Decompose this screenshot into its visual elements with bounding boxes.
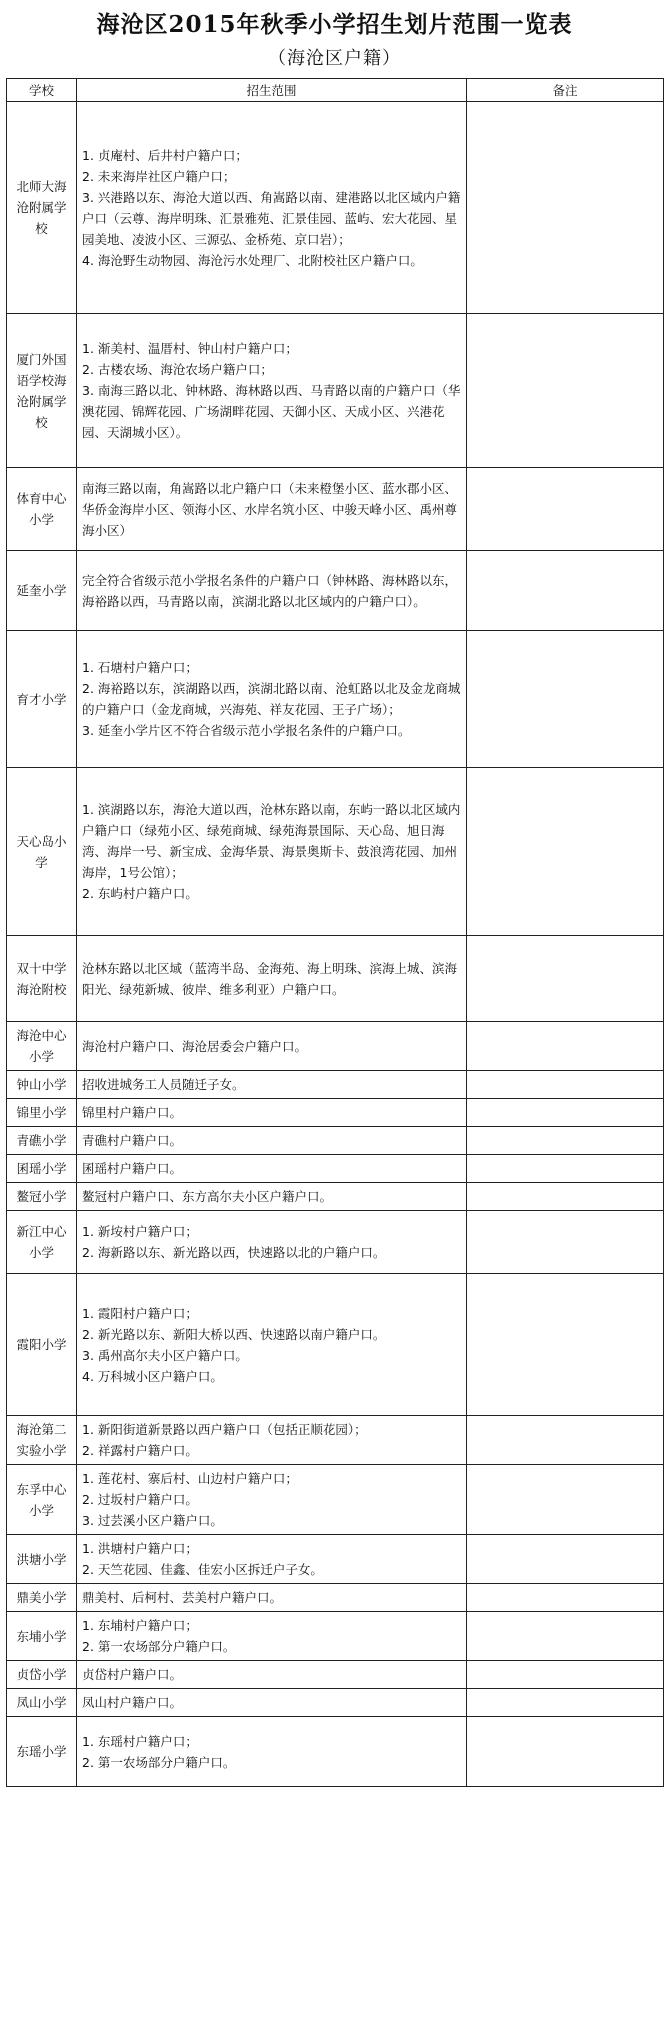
school-name-cell: 洪塘小学 — [7, 1535, 77, 1584]
enrollment-scope-cell — [77, 1689, 467, 1717]
enrollment-scope-cell — [77, 1211, 467, 1274]
school-name-cell: 海沧中心小学 — [7, 1022, 77, 1071]
table-row — [7, 1211, 664, 1274]
enrollment-scope-cell — [77, 1416, 467, 1465]
scope-line: 鳌冠村户籍户口、东方高尔夫小区户籍户口。 — [82, 1189, 333, 1204]
table-row — [7, 1612, 664, 1661]
enrollment-table — [6, 78, 664, 1787]
note-cell — [467, 936, 664, 1022]
enrollment-scope-cell — [77, 102, 467, 314]
scope-line: 1. 东瑶村户籍户口； — [82, 1733, 198, 1749]
table-row — [7, 631, 664, 768]
scope-line: 3. 过芸溪小区户籍户口。 — [82, 1513, 223, 1528]
table-row — [7, 1661, 664, 1689]
school-name-cell: 北师大海沧附属学校 — [7, 102, 77, 314]
scope-line: 2. 东屿村户籍户口。 — [82, 886, 198, 901]
scope-line: 1. 霞阳村户籍户口； — [82, 1305, 198, 1321]
scope-line: 贞岱村户籍户口。 — [82, 1667, 183, 1682]
school-name-cell: 海沧第二实验小学 — [7, 1416, 77, 1465]
school-name-cell: 贞岱小学 — [7, 1661, 77, 1689]
table-row — [7, 102, 664, 314]
table-row — [7, 1689, 664, 1717]
note-cell — [467, 1183, 664, 1211]
scope-line: 3. 南海三路以北、钟林路、海林路以西、马青路以南的户籍户口（华澳花园、锦辉花园、广场湖畔花园、天御小区、天成小区、兴港花园、天湖城小区）。 — [82, 383, 461, 440]
table-row — [7, 1535, 664, 1584]
table-row — [7, 314, 664, 468]
table-row — [7, 1584, 664, 1612]
note-cell — [467, 768, 664, 936]
scope-line: 3. 禹州高尔夫小区户籍户口。 — [82, 1347, 248, 1363]
scope-line: 沧林东路以北区域（蓝湾半岛、金海苑、海上明珠、滨海上城、滨海阳光、绿苑新城、彼岸、维多利亚）户籍户口。 — [82, 960, 458, 997]
note-cell — [467, 1155, 664, 1183]
school-name-cell: 新江中心小学 — [7, 1211, 77, 1274]
scope-line: 锦里村户籍户口。 — [82, 1105, 183, 1120]
scope-line: 3. 兴港路以东、海沧大道以西、角嵩路以南、建港路以北区域内户籍户口（云尊、海岸明珠、汇景雅苑、汇景佳园、蓝屿、宏大花园、星园美地、凌波小区、三源弘、金桥苑、京口岩）； — [82, 189, 461, 247]
scope-line: 1. 新阳街道新景路以西户籍户口（包括正顺花园）； — [82, 1422, 367, 1437]
table-row — [7, 936, 664, 1022]
scope-line: 南海三路以南，角嵩路以北户籍户口（未来橙堡小区、蓝水郡小区、华侨金海岸小区、领海小区、水岸名筑小区、中骏天峰小区、禹州尊海小区） — [82, 480, 458, 538]
table-row — [7, 468, 664, 551]
note-cell — [467, 1612, 664, 1661]
note-cell — [467, 1022, 664, 1071]
enrollment-scope-cell — [77, 551, 467, 631]
note-cell — [467, 551, 664, 631]
scope-line: 2. 新光路以东、新阳大桥以西、快速路以南户籍户口。 — [82, 1326, 386, 1342]
enrollment-scope-cell — [77, 631, 467, 768]
scope-line: 海沧村户籍户口、海沧居委会户籍户口。 — [82, 1038, 308, 1054]
enrollment-scope-cell — [77, 1099, 467, 1127]
enrollment-scope-cell — [77, 1584, 467, 1612]
enrollment-scope-cell — [77, 1127, 467, 1155]
school-name-cell: 鳌冠小学 — [7, 1183, 77, 1211]
school-name-cell: 天心岛小学 — [7, 768, 77, 936]
note-cell — [467, 1535, 664, 1584]
note-cell — [467, 1661, 664, 1689]
enrollment-scope-cell — [77, 1717, 467, 1787]
enrollment-scope-cell — [77, 1022, 467, 1071]
school-name-cell: 囷瑶小学 — [7, 1155, 77, 1183]
note-cell — [467, 1689, 664, 1717]
table-row — [7, 1416, 664, 1465]
scope-line: 凤山村户籍户口。 — [82, 1695, 183, 1710]
table-row — [7, 1465, 664, 1535]
note-cell — [467, 1211, 664, 1274]
scope-line: 4. 万科城小区户籍户口。 — [82, 1368, 223, 1384]
enrollment-scope-cell — [77, 468, 467, 551]
note-cell — [467, 1071, 664, 1099]
page-subtitle: （海沧区户籍） — [268, 48, 401, 69]
enrollment-scope-cell — [77, 1465, 467, 1535]
table-header-row — [7, 79, 664, 102]
scope-line: 4. 海沧野生动物园、海沧污水处理厂、北附校社区户籍户口。 — [82, 252, 423, 268]
scope-line: 完全符合省级示范小学报名条件的户籍户口（钟林路、海林路以东，海裕路以西，马青路以南，滨湖北路以北区域内的户籍户口）。 — [82, 572, 458, 609]
scope-line: 2. 未来海岸社区户籍户口； — [82, 168, 236, 184]
table-body — [7, 102, 664, 1787]
scope-line: 囷瑶村户籍户口。 — [82, 1161, 183, 1176]
table-row — [7, 1274, 664, 1416]
scope-line: 2. 过坂村户籍户口。 — [82, 1492, 198, 1507]
school-name-cell: 霞阳小学 — [7, 1274, 77, 1416]
school-name-cell: 东瑶小学 — [7, 1717, 77, 1787]
school-name-cell: 体育中心小学 — [7, 468, 77, 551]
scope-line: 1. 贞庵村、后井村户籍户口； — [82, 147, 248, 163]
column-header-scope: 招生范围 — [77, 79, 467, 102]
school-name-cell: 厦门外国语学校海沧附属学校 — [7, 314, 77, 468]
enrollment-scope-cell — [77, 1535, 467, 1584]
school-name-cell: 鼎美小学 — [7, 1584, 77, 1612]
school-name-cell: 双十中学海沧附校 — [7, 936, 77, 1022]
note-cell — [467, 631, 664, 768]
page-title: 海沧区2015年秋季小学招生划片范围一览表 — [96, 11, 573, 38]
note-cell — [467, 1127, 664, 1155]
note-cell — [467, 102, 664, 314]
scope-line: 2. 天竺花园、佳鑫、佳宏小区拆迁户子女。 — [82, 1562, 323, 1577]
table-row — [7, 1099, 664, 1127]
enrollment-scope-cell — [77, 314, 467, 468]
school-name-cell: 凤山小学 — [7, 1689, 77, 1717]
enrollment-scope-cell — [77, 1274, 467, 1416]
table-row — [7, 551, 664, 631]
table-row — [7, 1183, 664, 1211]
school-name-cell: 东孚中心小学 — [7, 1465, 77, 1535]
scope-line: 3. 延奎小学片区不符合省级示范小学报名条件的户籍户口。 — [82, 723, 411, 738]
table-row — [7, 1022, 664, 1071]
school-name-cell: 锦里小学 — [7, 1099, 77, 1127]
column-header-note: 备注 — [467, 79, 664, 102]
enrollment-scope-cell — [77, 1612, 467, 1661]
scope-line: 2. 海裕路以东，滨湖路以西，滨湖北路以南、沧虹路以北及金龙商城的户籍户口（金龙商城，兴海苑、祥友花园、王子广场）； — [82, 681, 461, 717]
enrollment-scope-cell — [77, 1155, 467, 1183]
column-header-school: 学校 — [7, 79, 77, 102]
school-name-cell: 青礁小学 — [7, 1127, 77, 1155]
scope-line: 招收进城务工人员随迁子女。 — [82, 1077, 245, 1092]
scope-line: 1. 东埔村户籍户口； — [82, 1618, 198, 1633]
table-row — [7, 1071, 664, 1099]
school-name-cell: 东埔小学 — [7, 1612, 77, 1661]
scope-line: 1. 石塘村户籍户口； — [82, 660, 198, 675]
scope-line: 2. 第一农场部分户籍户口。 — [82, 1754, 236, 1770]
enrollment-scope-cell — [77, 768, 467, 936]
table-row — [7, 1127, 664, 1155]
scope-line: 2. 海新路以东、新光路以西，快速路以北的户籍户口。 — [82, 1245, 386, 1260]
school-name-cell: 育才小学 — [7, 631, 77, 768]
scope-line: 1. 新垵村户籍户口； — [82, 1224, 198, 1239]
school-name-cell: 钟山小学 — [7, 1071, 77, 1099]
scope-line: 2. 古楼农场、海沧农场户籍户口； — [82, 362, 273, 377]
scope-line: 2. 第一农场部分户籍户口。 — [82, 1639, 236, 1654]
table-row — [7, 1155, 664, 1183]
scope-line: 青礁村户籍户口。 — [82, 1133, 183, 1148]
enrollment-scope-cell — [77, 1661, 467, 1689]
note-cell — [467, 1584, 664, 1612]
table-row — [7, 768, 664, 936]
table-row — [7, 1717, 664, 1787]
scope-line: 鼎美村、后柯村、芸美村户籍户口。 — [82, 1590, 283, 1605]
note-cell — [467, 1099, 664, 1127]
scope-line: 2. 祥露村户籍户口。 — [82, 1443, 198, 1458]
scope-line: 1. 渐美村、温厝村、钟山村户籍户口； — [82, 341, 298, 356]
note-cell — [467, 1416, 664, 1465]
scope-line: 1. 洪塘村户籍户口； — [82, 1541, 198, 1556]
note-cell — [467, 1274, 664, 1416]
note-cell — [467, 468, 664, 551]
enrollment-scope-cell — [77, 1183, 467, 1211]
note-cell — [467, 314, 664, 468]
scope-line: 1. 莲花村、寨后村、山边村户籍户口； — [82, 1471, 298, 1486]
note-cell — [467, 1717, 664, 1787]
enrollment-scope-cell — [77, 936, 467, 1022]
scope-line: 1. 滨湖路以东，海沧大道以西，沧林东路以南，东屿一路以北区域内户籍户口（绿苑小区、绿苑商城、绿苑海景国际、天心岛、旭日海湾、海岸一号、新宝成、金海华景、海景奥斯卡、鼓浪湾花园、加州海岸，1号公馆）； — [82, 802, 461, 880]
note-cell — [467, 1465, 664, 1535]
school-name-cell: 延奎小学 — [7, 551, 77, 631]
enrollment-scope-cell — [77, 1071, 467, 1099]
